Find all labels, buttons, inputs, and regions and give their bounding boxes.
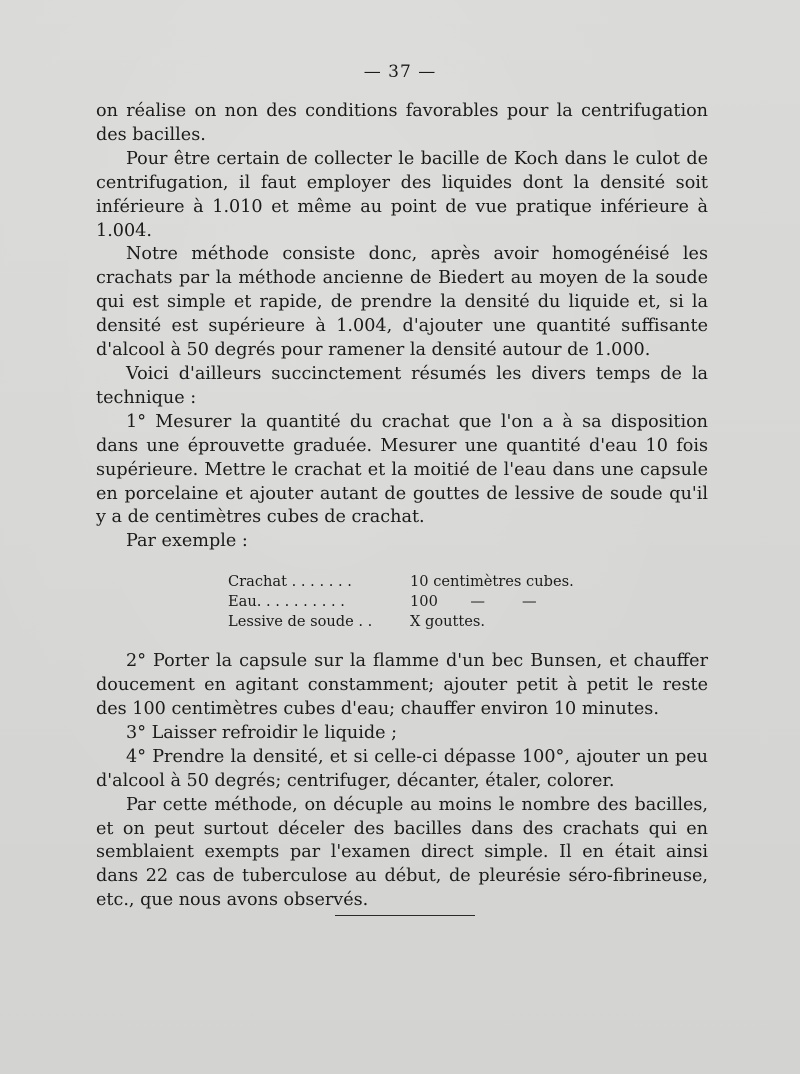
recipe-amount: X gouttes.: [410, 613, 486, 631]
conclusion-paragraph: Par cette méthode, on décuple au moins le nombre des bacilles, et on peut surtout déceler des bacilles dans des crachats qui en semblaient exempts par l'examen direct simple. Il en était ainsi dans 22 cas de tuberculose au début, de pleurésie séro-fibrineuse, etc., que nous avons observés.: [96, 794, 708, 911]
page-number: — 37 —: [363, 62, 437, 82]
recipe-row: [228, 592, 708, 612]
step-3: 3° Laisser refroidir le liquide ;: [126, 722, 398, 743]
step-1: 1° Mesurer la quantité du crachat que l'on a à sa disposition dans une éprouvette graduée. Mesurer une quantité d'eau 10 fois supérieure. Mettre le crachat et la moitié de l'eau dans une capsule en porcelaine et ajouter autant de gouttes de lessive de soude qu'il y a de centimètres cubes de crachat.: [96, 411, 708, 528]
paragraph-continuation: on réalise on non des conditions favorables pour la centrifugation des bacilles.: [96, 101, 708, 145]
recipe-row: [228, 572, 708, 592]
recipe-item: Eau. . . . . . . . . .: [228, 593, 345, 611]
recipe-item: Lessive de soude . .: [228, 613, 373, 631]
paragraph: Voici d'ailleurs succinctement résumés les divers temps de la technique :: [96, 363, 708, 408]
step-2: 2° Porter la capsule sur la flamme d'un bec Bunsen, et chauffer doucement en agitant constamment; ajouter petit à petit le reste des 100 centimètres cubes d'eau; chauffer environ 10 minutes.: [96, 651, 708, 720]
main-text: [96, 100, 708, 913]
end-rule: [335, 915, 475, 916]
show-through-texture: [60, 300, 64, 316]
paragraph: Notre méthode consiste donc, après avoir homogénéisé les crachats par la méthode ancienne de Biedert au moyen de la soude qui est simple et rapide, de prendre la densité du liquide et, si la densité est supérieure à 1.004, d'ajouter une quantité suffisante d'alcool à 50 degrés pour ramener la densité autour de 1.000.: [96, 244, 708, 361]
recipe-amount: 100 — —: [410, 593, 537, 611]
step-4: 4° Prendre la densité, et si celle-ci dépasse 100°, ajouter un peu d'alcool à 50 degrés; centrifuger, décanter, étaler, colorer.: [96, 746, 708, 791]
recipe-row: [228, 612, 708, 632]
recipe-table: [228, 572, 708, 632]
paragraph: Pour être certain de collecter le bacille de Koch dans le culot de centrifugation, il faut employer des liquides dont la densité soit inférieure à 1.010 et même au point de vue pratique inférieure à 1.004.: [96, 148, 708, 241]
recipe-item: Crachat . . . . . . .: [228, 573, 352, 591]
example-intro: Par exemple :: [126, 531, 248, 552]
recipe-amount: 10 centimètres cubes.: [410, 573, 574, 591]
